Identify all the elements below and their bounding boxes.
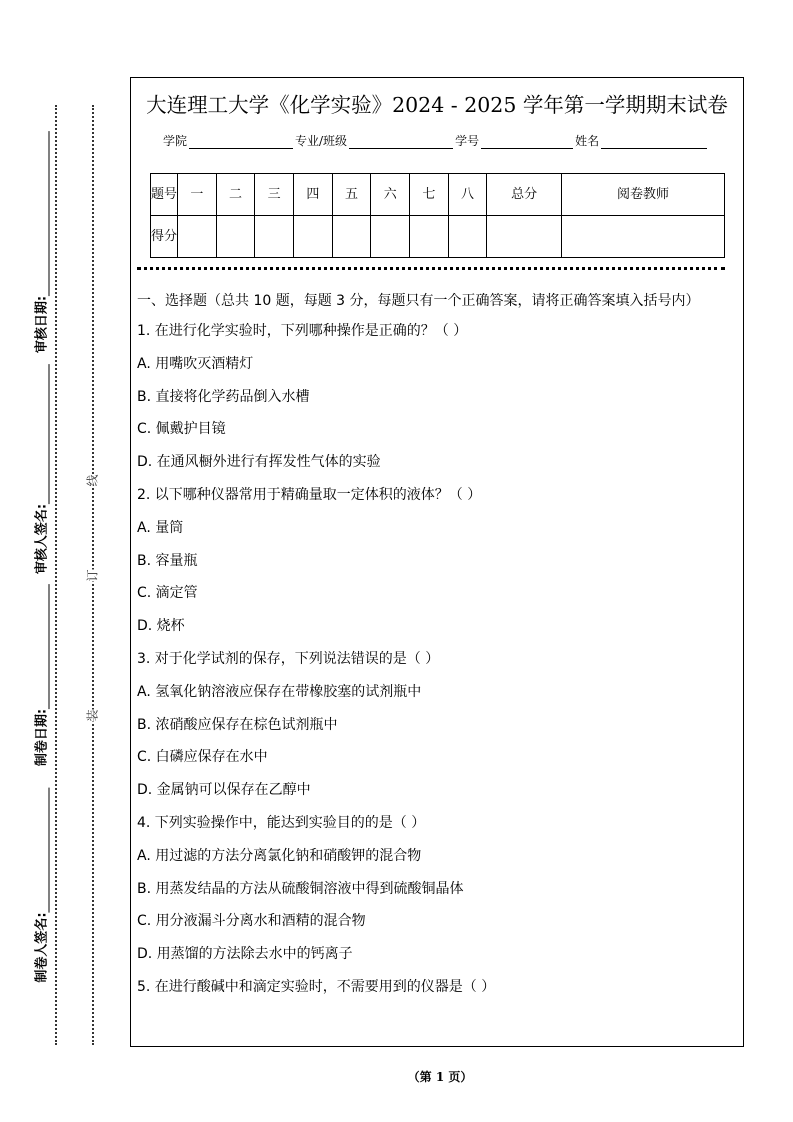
name-blank bbox=[601, 134, 707, 149]
answer-option: C. 佩戴护目镜 bbox=[137, 421, 226, 438]
answer-option: D. 用蒸馏的方法除去水中的钙离子 bbox=[137, 946, 353, 963]
question-number-label: 题号 bbox=[151, 174, 178, 216]
answer-option: A. 用嘴吹灭酒精灯 bbox=[137, 355, 254, 372]
question-stem: 4. 下列实验操作中，能达到实验目的的是（ ） bbox=[137, 814, 426, 831]
page-number: （第 1 页） bbox=[407, 1070, 473, 1084]
answer-option: D. 金属钠可以保存在乙醇中 bbox=[137, 782, 311, 799]
answer-option: B. 直接将化学药品倒入水槽 bbox=[137, 388, 310, 405]
answer-option: C. 滴定管 bbox=[137, 585, 198, 602]
question-stem: 3. 对于化学试剂的保存，下列说法错误的是（ ） bbox=[137, 650, 440, 667]
reviewer-sign-line bbox=[48, 364, 50, 504]
dotted-divider bbox=[137, 267, 725, 270]
answer-option: C. 白磷应保存在水中 bbox=[137, 749, 268, 766]
maker-sign-field bbox=[31, 787, 50, 982]
answer-option: C. 用分液漏斗分离水和酒精的混合物 bbox=[137, 913, 366, 930]
maker-sign-line bbox=[48, 787, 50, 912]
score-cell bbox=[332, 216, 371, 258]
score-cell bbox=[487, 216, 562, 258]
col-1: 一 bbox=[178, 174, 217, 216]
reviewer-sign-label: 审核人签名: bbox=[34, 503, 50, 575]
answer-option: A. 氢氧化钠溶液应保存在带橡胶塞的试剂瓶中 bbox=[137, 683, 422, 700]
make-date-line bbox=[48, 584, 50, 709]
col-7: 七 bbox=[410, 174, 449, 216]
score-table-header-row bbox=[151, 174, 725, 216]
score-cell bbox=[562, 216, 725, 258]
college-label: 学院 bbox=[163, 134, 188, 148]
score-label: 得分 bbox=[151, 216, 178, 258]
review-date-line bbox=[48, 131, 50, 296]
binding-dotted-line-outer bbox=[55, 105, 57, 1045]
answer-option: B. 浓硝酸应保存在棕色试剂瓶中 bbox=[137, 716, 338, 733]
question-stem: 5. 在进行酸碱中和滴定实验时，不需要用到的仪器是（ ） bbox=[137, 978, 496, 995]
review-date-label: 审核日期: bbox=[34, 295, 50, 354]
reviewer-sign-field bbox=[31, 364, 50, 574]
student-id-label: 学号 bbox=[455, 134, 480, 148]
answer-option: B. 用蒸发结晶的方法从硫酸铜溶液中得到硫酸铜晶体 bbox=[137, 880, 464, 897]
col-5: 五 bbox=[332, 174, 371, 216]
score-table bbox=[150, 173, 725, 258]
question-stem: 1. 在进行化学实验时，下列哪种操作是正确的？（ ） bbox=[137, 323, 468, 339]
col-6: 六 bbox=[371, 174, 410, 216]
col-8: 八 bbox=[448, 174, 487, 216]
answer-option: D. 烧杯 bbox=[137, 618, 185, 635]
answer-option: D. 在通风橱外进行有挥发性气体的实验 bbox=[137, 454, 381, 471]
binding-mark-bind: 装 bbox=[85, 709, 100, 722]
exam-page-frame bbox=[130, 77, 744, 1047]
answer-option: A. 用过滤的方法分离氯化钠和硝酸钾的混合物 bbox=[137, 847, 422, 864]
score-cell bbox=[216, 216, 255, 258]
col-total: 总分 bbox=[487, 174, 562, 216]
answer-option: B. 容量瓶 bbox=[137, 552, 198, 569]
make-date-field bbox=[31, 584, 50, 766]
question-body bbox=[137, 291, 733, 1010]
name-label: 姓名 bbox=[575, 134, 600, 148]
col-2: 二 bbox=[216, 174, 255, 216]
exam-title: 大连理工大学《化学实验》2024 - 2025 学年第一学期期末试卷 bbox=[146, 93, 728, 117]
make-date-label: 制卷日期: bbox=[34, 708, 50, 767]
college-blank bbox=[189, 134, 293, 149]
col-4: 四 bbox=[294, 174, 333, 216]
student-id-blank bbox=[481, 134, 573, 149]
answer-option: A. 量筒 bbox=[137, 519, 184, 536]
major-blank bbox=[349, 134, 453, 149]
binding-mark-line: 线 bbox=[85, 474, 100, 487]
score-table-score-row bbox=[151, 216, 725, 258]
maker-sign-label: 制卷人签名: bbox=[34, 912, 50, 983]
score-cell bbox=[448, 216, 487, 258]
section-heading: 一、选择题（总共 10 题，每题 3 分，每题只有一个正确答案，请将正确答案填入括号内） bbox=[137, 293, 700, 309]
col-grader: 阅卷教师 bbox=[562, 174, 725, 216]
score-cell bbox=[255, 216, 294, 258]
question-stem: 2. 以下哪种仪器常用于精确量取一定体积的液体？（ ） bbox=[137, 486, 482, 503]
score-cell bbox=[294, 216, 333, 258]
student-info-row bbox=[163, 132, 709, 149]
score-cell bbox=[178, 216, 217, 258]
score-cell bbox=[410, 216, 449, 258]
score-cell bbox=[371, 216, 410, 258]
review-date-field bbox=[31, 131, 50, 353]
question-lines bbox=[137, 321, 733, 1010]
binding-mark-staple: 订 bbox=[85, 569, 100, 582]
major-label: 专业/班级 bbox=[295, 134, 348, 148]
col-3: 三 bbox=[255, 174, 294, 216]
